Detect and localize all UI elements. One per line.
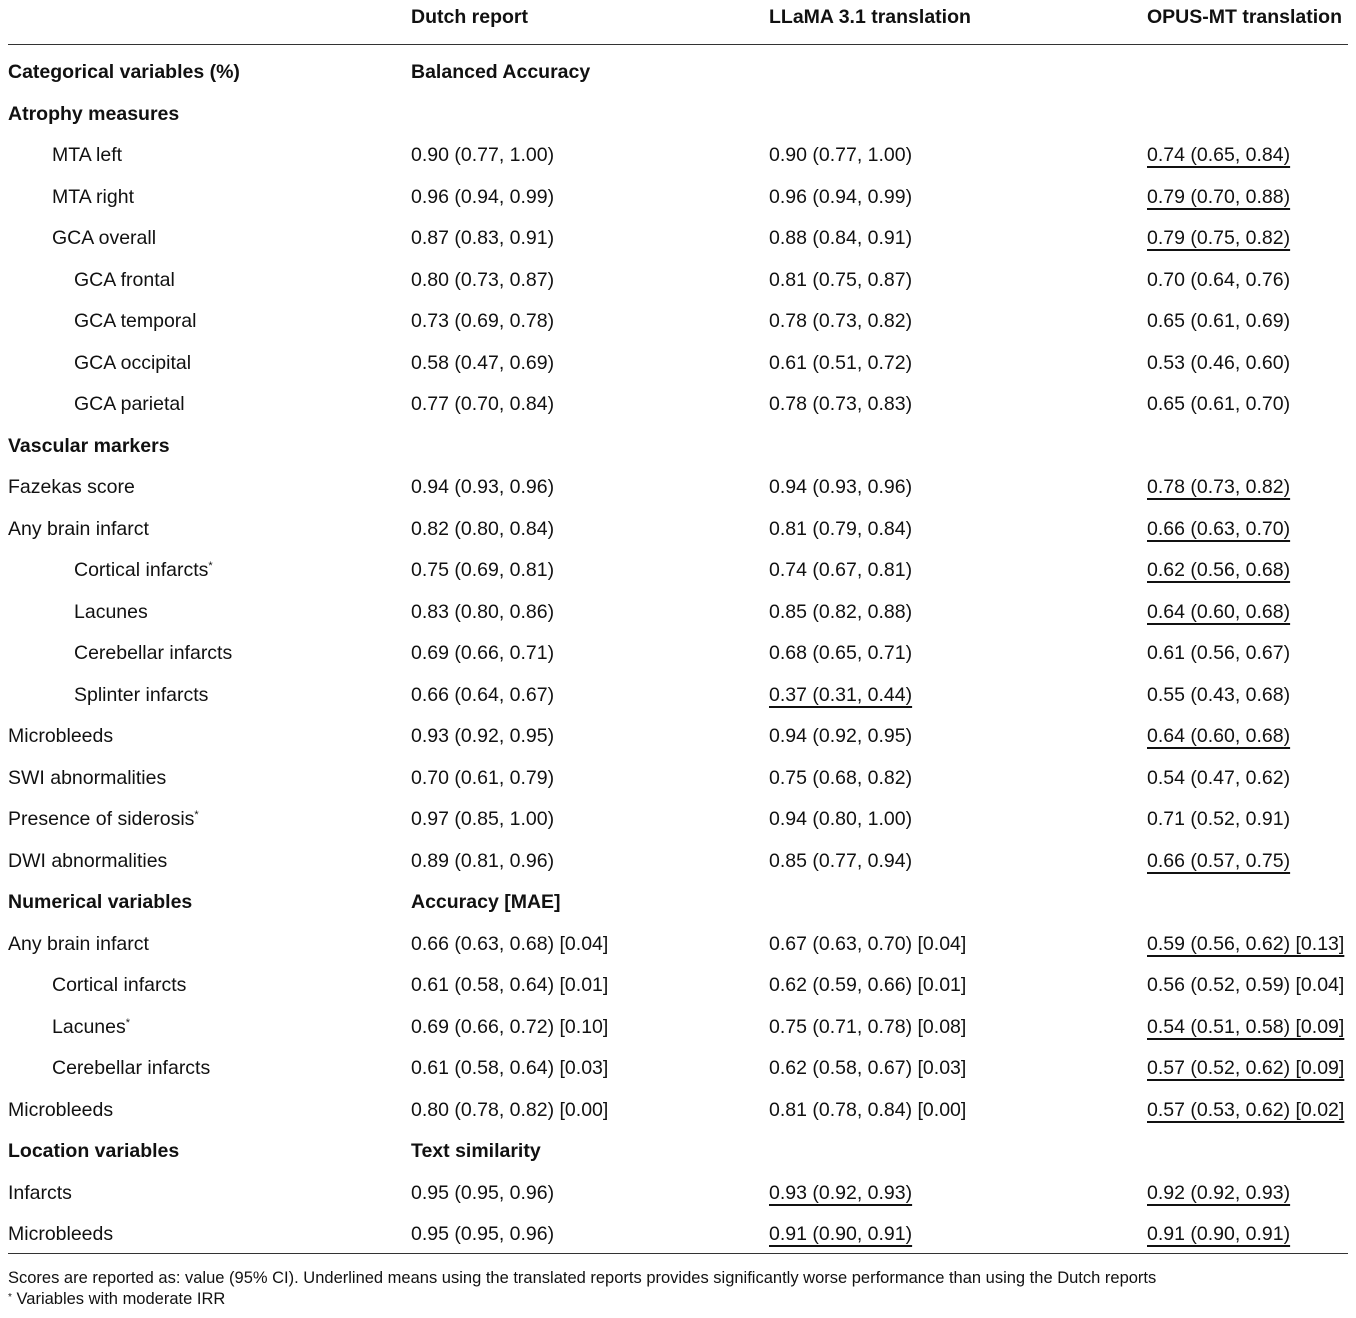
cell-opus-mt-translation: 0.66 (0.63, 0.70) xyxy=(1147,517,1291,540)
cell-llama-translation: 0.75 (0.68, 0.82) xyxy=(769,766,913,789)
row-label-text: Cerebellar infarcts xyxy=(52,1057,211,1079)
table-row xyxy=(8,253,1348,295)
cell-llama-translation: 0.74 (0.67, 0.81) xyxy=(769,559,913,581)
row-label xyxy=(52,1055,210,1081)
moderate-irr-marker: * xyxy=(125,1016,131,1029)
row-label-text: Presence of siderosis xyxy=(8,808,195,830)
cell-dutch-report: 0.80 (0.73, 0.87) xyxy=(411,268,555,291)
table-body xyxy=(8,45,1348,1249)
cell-opus-mt-translation: 0.59 (0.56, 0.62) [0.13] xyxy=(1147,932,1345,955)
cell-dutch-report: 0.58 (0.47, 0.69) xyxy=(411,351,555,374)
row-label-text: Microbleeds xyxy=(8,725,114,747)
table-row xyxy=(8,751,1348,793)
row-label-text: Microbleeds xyxy=(8,1223,114,1245)
row-label xyxy=(8,1180,72,1206)
table-footnotes xyxy=(8,1268,1348,1310)
cell-llama-translation: 0.94 (0.80, 1.00) xyxy=(769,808,913,830)
row-label xyxy=(74,350,191,376)
cell-opus-mt-translation: 0.62 (0.56, 0.68) xyxy=(1147,559,1291,581)
row-label-text: DWI abnormalities xyxy=(8,849,168,872)
group-label xyxy=(8,101,179,127)
cell-dutch-report: 0.82 (0.80, 0.84) xyxy=(411,517,555,540)
cell-dutch-report: 0.61 (0.58, 0.64) [0.03] xyxy=(411,1057,609,1079)
table-row xyxy=(8,958,1348,1000)
cell-dutch-report: 0.70 (0.61, 0.79) xyxy=(411,766,555,789)
row-label xyxy=(52,972,186,998)
row-label xyxy=(74,308,196,334)
row-label-text: Cortical infarcts xyxy=(52,974,187,996)
section-row xyxy=(8,45,1348,87)
row-label-text: Location variables xyxy=(8,1140,180,1162)
table-row xyxy=(8,1207,1348,1249)
cell-opus-mt-translation: 0.64 (0.60, 0.68) xyxy=(1147,600,1291,623)
row-label-text: Splinter infarcts xyxy=(74,683,209,706)
header-dutch-report: Dutch report xyxy=(411,6,528,28)
group-row xyxy=(8,87,1348,129)
table-row xyxy=(8,1000,1348,1042)
table-row xyxy=(8,170,1348,212)
cell-dutch-report: 0.94 (0.93, 0.96) xyxy=(411,476,555,498)
section-label xyxy=(8,1138,179,1164)
table-row xyxy=(8,626,1348,668)
header-llama-translation: LLaMA 3.1 translation xyxy=(769,6,971,28)
cell-dutch-report: 0.69 (0.66, 0.72) [0.10] xyxy=(411,1015,609,1038)
section-label xyxy=(8,59,240,85)
cell-opus-mt-translation: 0.65 (0.61, 0.69) xyxy=(1147,310,1291,332)
footnote-scores: Scores are reported as: value (95% CI). Underlined means using the translated reports provides significantly worse performance than using the Dutch reports xyxy=(8,1269,1157,1287)
row-label-text: Numerical variables xyxy=(8,891,193,913)
row-label-text: Fazekas score xyxy=(8,476,135,498)
table-row xyxy=(8,1166,1348,1208)
cell-dutch-report: 0.69 (0.66, 0.71) xyxy=(411,642,555,664)
footnote-irr-text: Variables with moderate IRR xyxy=(11,1290,226,1308)
cell-opus-mt-translation: 0.55 (0.43, 0.68) xyxy=(1147,683,1291,706)
cell-opus-mt-translation: 0.79 (0.70, 0.88) xyxy=(1147,185,1291,208)
section-row xyxy=(8,1124,1348,1166)
cell-llama-translation: 0.68 (0.65, 0.71) xyxy=(769,642,913,664)
cell-llama-translation: 0.91 (0.90, 0.91) xyxy=(769,1223,913,1245)
row-label xyxy=(52,225,156,251)
section-row xyxy=(8,875,1348,917)
cell-dutch-report: 0.61 (0.58, 0.64) [0.01] xyxy=(411,974,609,996)
bottom-rule xyxy=(8,1253,1348,1254)
table-row xyxy=(8,709,1348,751)
row-label xyxy=(8,1097,113,1123)
cell-dutch-report: 0.96 (0.94, 0.99) xyxy=(411,185,555,208)
row-label-text: Lacunes xyxy=(74,600,148,623)
cell-opus-mt-translation: 0.71 (0.52, 0.91) xyxy=(1147,808,1291,830)
cell-llama-translation: 0.62 (0.59, 0.66) [0.01] xyxy=(769,974,967,996)
table-row xyxy=(8,834,1348,876)
cell-opus-mt-translation: 0.57 (0.52, 0.62) [0.09] xyxy=(1147,1057,1345,1079)
cell-dutch-report: 0.66 (0.63, 0.68) [0.04] xyxy=(411,932,609,955)
row-label xyxy=(74,267,175,293)
cell-opus-mt-translation: 0.74 (0.65, 0.84) xyxy=(1147,144,1291,166)
table-row xyxy=(8,128,1348,170)
cell-dutch-report: 0.66 (0.64, 0.67) xyxy=(411,683,555,706)
row-label-text: GCA occipital xyxy=(74,351,192,374)
section-metric: Balanced Accuracy xyxy=(411,61,591,83)
table-row xyxy=(8,668,1348,710)
cell-dutch-report: 0.80 (0.78, 0.82) [0.00] xyxy=(411,1098,609,1121)
row-label xyxy=(74,391,185,417)
cell-dutch-report: 0.97 (0.85, 1.00) xyxy=(411,808,555,830)
cell-dutch-report: 0.75 (0.69, 0.81) xyxy=(411,559,555,581)
row-label xyxy=(74,682,208,708)
row-label xyxy=(74,557,213,583)
table-row xyxy=(8,294,1348,336)
table-row xyxy=(8,377,1348,419)
row-label-text: Any brain infarct xyxy=(8,517,149,540)
header-opus-mt-translation: OPUS-MT translation xyxy=(1147,6,1343,28)
row-label xyxy=(74,599,148,625)
cell-dutch-report: 0.95 (0.95, 0.96) xyxy=(411,1181,555,1204)
row-label-text: GCA temporal xyxy=(74,310,197,332)
table-header-row xyxy=(8,0,1348,44)
cell-llama-translation: 0.90 (0.77, 1.00) xyxy=(769,144,913,166)
cell-opus-mt-translation: 0.78 (0.73, 0.82) xyxy=(1147,476,1291,498)
cell-opus-mt-translation: 0.65 (0.61, 0.70) xyxy=(1147,393,1291,415)
row-label xyxy=(74,640,232,666)
cell-opus-mt-translation: 0.61 (0.56, 0.67) xyxy=(1147,642,1291,664)
table-row xyxy=(8,1083,1348,1125)
row-label-text: GCA frontal xyxy=(74,268,175,291)
row-label-text: Infarcts xyxy=(8,1181,72,1204)
row-label-text: SWI abnormalities xyxy=(8,766,167,789)
row-label-text: MTA right xyxy=(52,185,134,208)
row-label xyxy=(8,1221,113,1247)
table-row xyxy=(8,336,1348,378)
cell-dutch-report: 0.89 (0.81, 0.96) xyxy=(411,849,555,872)
section-label xyxy=(8,889,192,915)
cell-llama-translation: 0.78 (0.73, 0.83) xyxy=(769,393,913,415)
cell-dutch-report: 0.87 (0.83, 0.91) xyxy=(411,227,555,249)
cell-dutch-report: 0.93 (0.92, 0.95) xyxy=(411,725,555,747)
row-label xyxy=(8,765,166,791)
table-row xyxy=(8,502,1348,544)
cell-opus-mt-translation: 0.70 (0.64, 0.76) xyxy=(1147,268,1291,291)
cell-opus-mt-translation: 0.54 (0.47, 0.62) xyxy=(1147,766,1291,789)
cell-opus-mt-translation: 0.57 (0.53, 0.62) [0.02] xyxy=(1147,1098,1345,1121)
row-label-text: Lacunes xyxy=(52,1015,126,1038)
moderate-irr-marker: * xyxy=(194,809,199,821)
cell-opus-mt-translation: 0.56 (0.52, 0.59) [0.04] xyxy=(1147,974,1345,996)
cell-llama-translation: 0.61 (0.51, 0.72) xyxy=(769,351,913,374)
row-label-text: Cortical infarcts xyxy=(74,559,209,581)
row-label-text: GCA parietal xyxy=(74,393,185,415)
cell-llama-translation: 0.75 (0.71, 0.78) [0.08] xyxy=(769,1015,967,1038)
cell-dutch-report: 0.90 (0.77, 1.00) xyxy=(411,144,555,166)
cell-llama-translation: 0.78 (0.73, 0.82) xyxy=(769,310,913,332)
cell-llama-translation: 0.94 (0.93, 0.96) xyxy=(769,476,913,498)
table-row xyxy=(8,917,1348,959)
row-label xyxy=(8,806,199,832)
cell-opus-mt-translation: 0.91 (0.90, 0.91) xyxy=(1147,1223,1291,1245)
row-label xyxy=(8,516,149,542)
row-label-text: Any brain infarct xyxy=(8,932,149,955)
row-label xyxy=(52,184,134,210)
cell-llama-translation: 0.85 (0.77, 0.94) xyxy=(769,849,913,872)
results-table xyxy=(8,0,1348,1254)
cell-llama-translation: 0.85 (0.82, 0.88) xyxy=(769,600,913,623)
row-label-text: Atrophy measures xyxy=(8,102,180,125)
cell-opus-mt-translation: 0.79 (0.75, 0.82) xyxy=(1147,227,1291,249)
table-row xyxy=(8,460,1348,502)
row-label xyxy=(8,474,135,500)
section-metric: Text similarity xyxy=(411,1140,541,1162)
cell-opus-mt-translation: 0.54 (0.51, 0.58) [0.09] xyxy=(1147,1015,1345,1038)
cell-dutch-report: 0.77 (0.70, 0.84) xyxy=(411,393,555,415)
table-row xyxy=(8,211,1348,253)
cell-llama-translation: 0.37 (0.31, 0.44) xyxy=(769,683,913,706)
row-label xyxy=(52,142,122,168)
row-label-text: Cerebellar infarcts xyxy=(74,642,233,664)
table-row xyxy=(8,543,1348,585)
section-metric: Accuracy [MAE] xyxy=(411,891,561,913)
cell-llama-translation: 0.96 (0.94, 0.99) xyxy=(769,185,913,208)
row-label xyxy=(52,1014,130,1040)
cell-opus-mt-translation: 0.53 (0.46, 0.60) xyxy=(1147,351,1291,374)
row-label xyxy=(8,931,149,957)
row-label xyxy=(8,723,113,749)
row-label-text: MTA left xyxy=(52,144,123,166)
moderate-irr-marker: * xyxy=(208,560,213,572)
cell-llama-translation: 0.88 (0.84, 0.91) xyxy=(769,227,913,249)
row-label xyxy=(8,848,167,874)
footnote-irr xyxy=(8,1289,1348,1310)
cell-opus-mt-translation: 0.64 (0.60, 0.68) xyxy=(1147,725,1291,747)
cell-dutch-report: 0.95 (0.95, 0.96) xyxy=(411,1223,555,1245)
cell-llama-translation: 0.93 (0.92, 0.93) xyxy=(769,1181,913,1204)
cell-llama-translation: 0.81 (0.78, 0.84) [0.00] xyxy=(769,1098,967,1121)
row-label-text: Vascular markers xyxy=(8,434,170,457)
cell-llama-translation: 0.94 (0.92, 0.95) xyxy=(769,725,913,747)
table-row xyxy=(8,1041,1348,1083)
table-row xyxy=(8,585,1348,627)
cell-llama-translation: 0.67 (0.63, 0.70) [0.04] xyxy=(769,932,967,955)
row-label-text: GCA overall xyxy=(52,227,157,249)
cell-llama-translation: 0.81 (0.79, 0.84) xyxy=(769,517,913,540)
table-row xyxy=(8,792,1348,834)
cell-llama-translation: 0.62 (0.58, 0.67) [0.03] xyxy=(769,1057,967,1079)
group-label xyxy=(8,433,170,459)
row-label-text: Categorical variables (%) xyxy=(8,61,240,83)
footnote-star-mark: * xyxy=(8,1292,12,1303)
cell-dutch-report: 0.73 (0.69, 0.78) xyxy=(411,310,555,332)
row-label-text: Microbleeds xyxy=(8,1098,114,1121)
cell-dutch-report: 0.83 (0.80, 0.86) xyxy=(411,600,555,623)
cell-opus-mt-translation: 0.92 (0.92, 0.93) xyxy=(1147,1181,1291,1204)
group-row xyxy=(8,419,1348,461)
cell-llama-translation: 0.81 (0.75, 0.87) xyxy=(769,268,913,291)
cell-opus-mt-translation: 0.66 (0.57, 0.75) xyxy=(1147,849,1291,872)
